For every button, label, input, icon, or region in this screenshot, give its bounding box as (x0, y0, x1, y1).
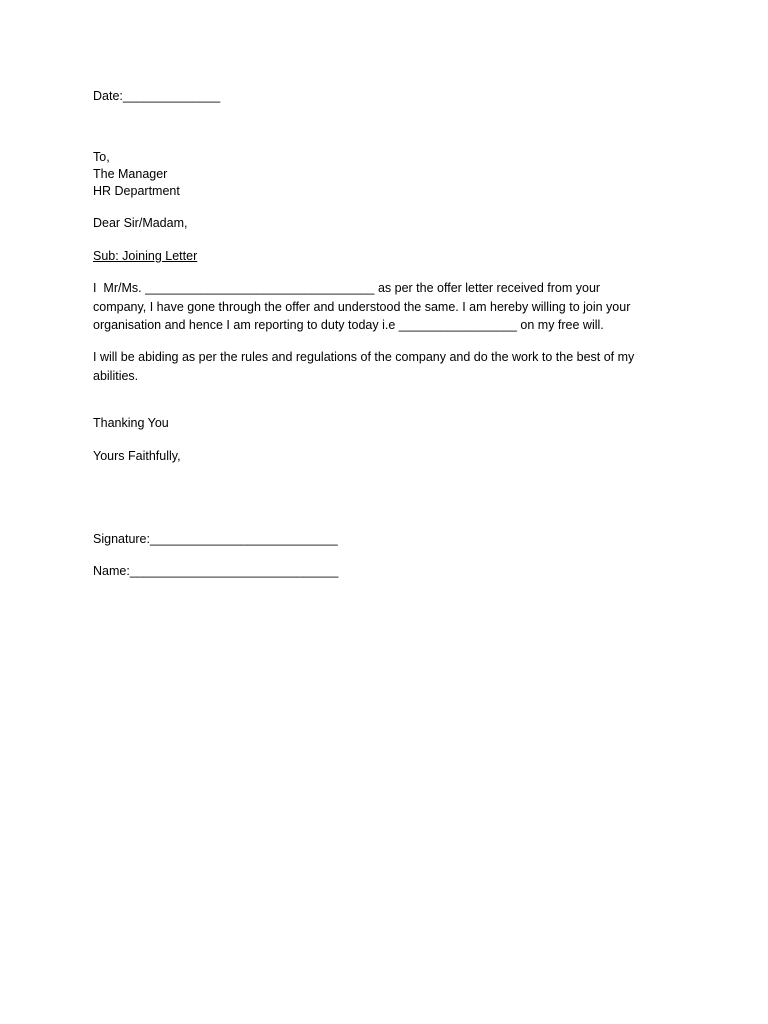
name-line: Name:______________________________ (93, 564, 339, 578)
body-paragraph-1-line: organisation and hence I am reporting to duty today i.e _________________ on my free will. (93, 318, 604, 332)
salutation: Dear Sir/Madam, (93, 216, 188, 230)
recipient-department: HR Department (93, 184, 180, 198)
to-line: To, (93, 150, 110, 164)
signature-line: Signature:___________________________ (93, 532, 338, 546)
recipient-title: The Manager (93, 167, 168, 181)
subject-line: Sub: Joining Letter (93, 249, 198, 263)
date-line: Date:______________ (93, 89, 221, 103)
body-paragraph-1-line: company, I have gone through the offer and understood the same. I am hereby willing to join your (93, 299, 631, 314)
body-paragraph-2-line: abilities. (93, 368, 139, 383)
body-paragraph-1 (93, 279, 673, 335)
body-paragraph-1-line: I Mr/Ms. _________________________________ as per the offer letter received from your (93, 281, 601, 295)
body-paragraph-2-line: I will be abiding as per the rules and regulations of the company and do the work to the best of my (93, 350, 635, 364)
closing-line: Yours Faithfully, (93, 449, 181, 463)
body-paragraph-2 (93, 348, 673, 385)
thanking-line: Thanking You (93, 416, 169, 430)
